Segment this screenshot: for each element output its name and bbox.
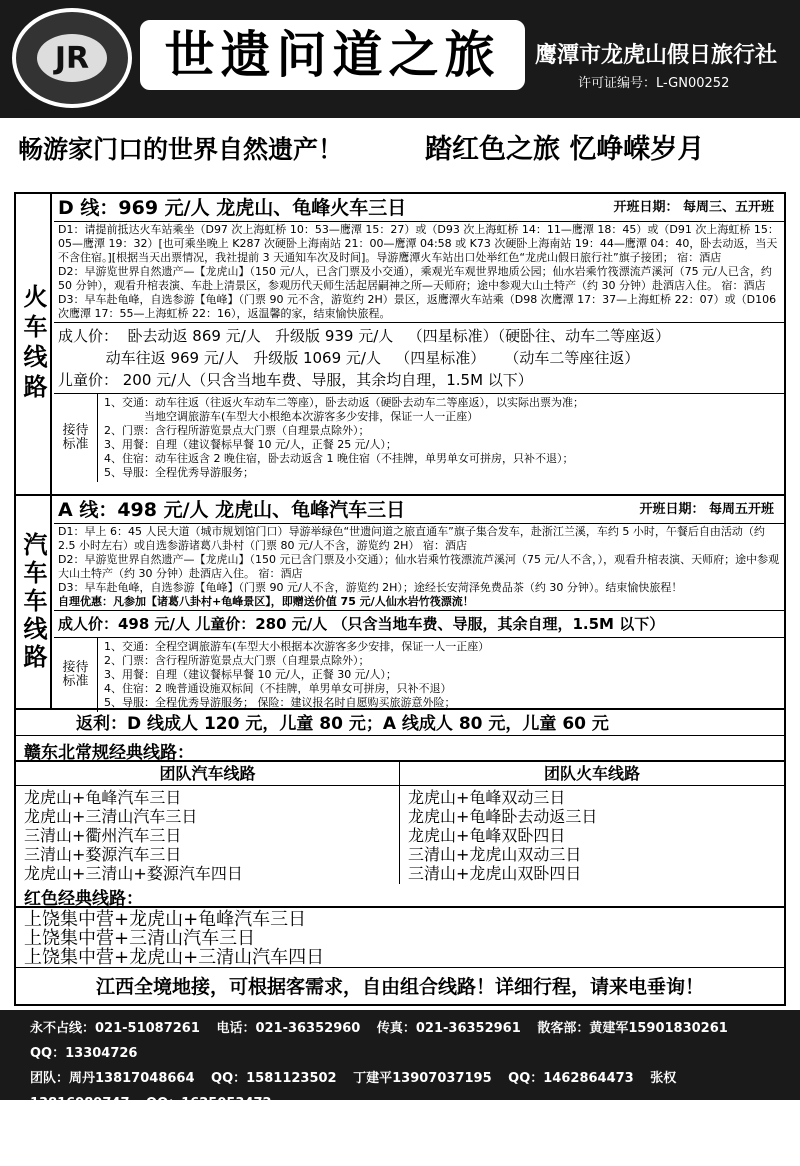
itinerary-day: D2：早游览世界自然遗产—【龙虎山】（150 元已含门票及小交通）；仙水岩乘竹筏漂流芦溪河（75 元/人不含，），观看升棺表演、天师府；途中参观大山土特产（约 30 分钟）赴酒店入住。 宿：酒店 bbox=[58, 553, 780, 580]
route-item: 三清山+龙虎山双卧四日 bbox=[408, 864, 582, 883]
train-price-3: 儿童价： 200 元/人（只含当地车费、导服，其余均自理，1.5M 以下） bbox=[58, 371, 533, 389]
contact-item: 永不占线：021-51087261 bbox=[30, 1021, 200, 1036]
std-item: 当地空调旅游车(车型大小根绝本次游客多少安排，保证一人一正座） bbox=[144, 410, 479, 423]
contact-item: QQ：1581123502 bbox=[211, 1071, 337, 1086]
bus-side-label bbox=[16, 496, 52, 708]
license-number: 许可证编号：L-GN00252 bbox=[578, 76, 730, 91]
bus-prices bbox=[54, 611, 784, 638]
itinerary-day: D1：请提前抵达火车站乘坐（D97 次上海虹桥 10：53—鹰潭 15：27）或（D93 次上海虹桥 14：11—鹰潭 18：45）或（D91 次上海虹桥 15：05—鹰潭 19：32）[也可乘坐晚上 K287 次硬卧上海南站 21：00—鹰潭 04:58 或 K73 次硬卧上海南站 19：44—鹰潭 04：40，卧去动返，当天不含住宿。][根据当天出票情况，我社提前 3 天通知车次及时间]。导游鹰潭火车站出口处举红色“龙虎山假日旅行社”旗子接团； 宿：酒店 bbox=[58, 223, 779, 264]
bus-routes-list bbox=[16, 786, 399, 885]
company-logo bbox=[12, 8, 132, 108]
rebate-line: 返利：D 线成人 120 元，儿童 80 元；A 线成人 80 元，儿童 60 元 bbox=[16, 708, 784, 736]
classic-title: 赣东北常规经典线路： bbox=[24, 743, 194, 763]
contact-item: QQ：1625053472 bbox=[146, 1096, 272, 1111]
std-item: 3、用餐：自理（建议餐标早餐 10 元/人，正餐 25 元/人）； bbox=[104, 438, 397, 451]
bus-side-text: 汽车车线路 bbox=[19, 532, 47, 672]
route-item: 上饶集中营+龙虎山+三清山汽车四日 bbox=[24, 947, 325, 968]
train-routes-head: 团队火车线路 bbox=[400, 762, 784, 786]
contact-item: 传真：021-36352961 bbox=[376, 1021, 521, 1036]
contact-item: QQ：1462864473 bbox=[508, 1071, 634, 1086]
std-item: 4、住宿：动车往返含 2 晚住宿，卧去动返含 1 晚住宿（不挂牌，单男单女可拼房，只补不退）； bbox=[104, 452, 574, 465]
route-item: 龙虎山+龟峰双卧四日 bbox=[408, 826, 566, 845]
content-frame bbox=[14, 192, 786, 1006]
bus-std-label: 接待标准 bbox=[54, 638, 98, 712]
train-line-title bbox=[54, 194, 784, 222]
train-section bbox=[16, 194, 784, 494]
red-routes bbox=[16, 906, 784, 968]
route-item: 上饶集中营+三清山汽车三日 bbox=[24, 928, 256, 949]
route-item: 龙虎山+三清山+婺源汽车四日 bbox=[24, 864, 243, 883]
footer-row-1 bbox=[30, 1016, 770, 1066]
train-prices bbox=[54, 323, 784, 394]
itinerary-day: D1：早上 6：45 人民大道（城市规划馆门口）导游举绿色“世遗问道之旅直通车”旗子集合发车，赴浙江兰溪，车约 5 小时，午餐后自由活动（约 2.5 小时左右）或自选参游诸葛八卦村（门票 80 元/人不含，游览约 2H） 宿：酒店 bbox=[58, 525, 765, 552]
footer-row-2 bbox=[30, 1066, 770, 1116]
std-item: 2、门票：含行程所游览景点大门票（自理景点除外）； bbox=[104, 654, 370, 667]
std-item: 4、住宿：2 晚普通设施双标间（不挂牌，单男单女可拼房，只补不退） bbox=[104, 682, 452, 695]
route-item: 龙虎山+三清山汽车三日 bbox=[24, 807, 198, 826]
route-item: 龙虎山+龟峰双动三日 bbox=[408, 788, 566, 807]
train-routes-col bbox=[400, 762, 784, 884]
std-item: 1、交通：全程空调旅游车(车型大小根据本次游客多少安排，保证一人一正座） bbox=[104, 640, 490, 653]
bus-content bbox=[54, 496, 784, 708]
route-item: 上饶集中营+龙虎山+龟峰汽车三日 bbox=[24, 909, 307, 930]
route-item: 龙虎山+龟峰卧去动返三日 bbox=[408, 807, 598, 826]
train-itinerary bbox=[54, 222, 784, 323]
route-item: 龙虎山+龟峰汽车三日 bbox=[24, 788, 182, 807]
itinerary-day: D3：早车赴龟峰，自选参游【龟峰】（门票 90 元/人不含，游览约 2H）；途经长安菏泽免费品茶（约 30 分钟）。结束愉快旅程！ bbox=[58, 581, 683, 594]
std-item: 1、交通：动车往返（往返火车动车二等座），卧去动返（硬卧去动车二等座返），以实际出票为准； bbox=[104, 396, 584, 409]
company-name: 鹰潭市龙虎山假日旅行社 bbox=[535, 42, 778, 68]
bus-routes-col bbox=[16, 762, 400, 884]
route-item: 三清山+龙虎山双动三日 bbox=[408, 845, 582, 864]
std-item: 5、导服：全程优秀导游服务； bbox=[104, 466, 254, 479]
slogan-right: 踏红色之旅 忆峥嵘岁月 bbox=[425, 134, 705, 165]
footer-row-3 bbox=[30, 1116, 770, 1166]
route-item: 三清山+衢州汽车三日 bbox=[24, 826, 182, 845]
contact-item: 团队：周丹13817048664 bbox=[30, 1071, 195, 1086]
contact-item: 总经理：黄天平13907017656 bbox=[30, 1121, 221, 1136]
contact-item: 散客部：黄建军15901830261 bbox=[537, 1021, 728, 1036]
train-schedule: 开班日期： 每周三、五开班 bbox=[613, 200, 774, 215]
bus-price: 成人价：498 元/人 儿童价：280 元/人 （只含当地车费、导服，其余自理，1.5M 以下） bbox=[58, 615, 665, 633]
bus-std-body bbox=[98, 638, 784, 712]
logo-mark: JR bbox=[37, 34, 107, 82]
train-std-label: 接待标准 bbox=[54, 394, 98, 482]
train-standards bbox=[54, 394, 784, 482]
contact-item: 电话：021-36352960 bbox=[216, 1021, 361, 1036]
train-content bbox=[54, 194, 784, 494]
classic-routes bbox=[16, 760, 784, 882]
itinerary-day: D2：早游览世界自然遗产—【龙虎山】（150 元/人，已含门票及小交通），乘观光车观世界地质公园；仙水岩乘竹筏漂流芦溪河（75 元/人已含，约 50 分钟），观看升棺表演、车赴上清景区，参观历代天师生活起居嗣神之所—天师府；途中参观大山土特产（约 30 分钟）赴酒店入住。 宿：酒店 bbox=[58, 265, 772, 292]
logo-ring-text: JINTIGER AND DRAGON · 龙虎山假日 bbox=[18, 110, 36, 111]
train-side-text: 火车线路 bbox=[19, 284, 47, 404]
route-item: 三清山+婺源汽车三日 bbox=[24, 845, 182, 864]
contact-item: QQ：13304726 bbox=[30, 1046, 138, 1061]
std-item: 2、门票：含行程所游览景点大门票（自理景点除外）； bbox=[104, 424, 370, 437]
train-routes-list bbox=[400, 786, 784, 885]
train-title-text: D 线：969 元/人 龙虎山、龟峰火车三日 bbox=[58, 197, 407, 219]
train-side-label bbox=[16, 194, 52, 494]
std-item: 3、用餐：自理（建议餐标早餐 10 元/人，正餐 30 元/人）； bbox=[104, 668, 397, 681]
header-banner bbox=[0, 0, 800, 118]
red-title: 红色经典线路： bbox=[24, 889, 143, 909]
std-item: 5、导服：全程优秀导游服务； 保险：建议报名时自愿购买旅游意外险； bbox=[104, 696, 456, 709]
train-std-body bbox=[98, 394, 784, 482]
bus-itinerary bbox=[54, 524, 784, 611]
contact-item: 联系电话：0701-6272971 7020069 bbox=[237, 1121, 475, 1136]
contact-item: 张权13816989747 bbox=[30, 1071, 677, 1111]
contact-item: 质量监督电话：18607016801 bbox=[30, 1121, 743, 1161]
train-price-1: 成人价： 卧去动返 869 元/人 升级版 939 元/人 （四星标准）（硬卧往、动车二等座返） bbox=[58, 327, 671, 345]
bus-standards bbox=[54, 638, 784, 712]
contact-footer bbox=[0, 1010, 800, 1161]
bus-schedule: 开班日期： 每周五开班 bbox=[639, 502, 774, 517]
itinerary-day: D3：早车赴龟峰，自选参游【龟峰】（门票 90 元不含，游览约 2H）景区，返鹰潭火车站乘（D98 次鹰潭 17：37—上海虹桥 22：07）或（D106 次鹰潭 17：55—上海虹桥 22：16），返温馨的家，结束愉快旅程。 bbox=[58, 293, 777, 320]
bus-section bbox=[16, 494, 784, 708]
bus-routes-head: 团队汽车线路 bbox=[16, 762, 399, 786]
train-price-2: 动车往返 969 元/人 升级版 1069 元/人 （四星标准） （动车二等座往返） bbox=[58, 349, 640, 367]
bottom-note: 江西全境地接，可根据客需求，自由组合线路！详细行程，请来电垂询！ bbox=[95, 976, 704, 998]
slogan-left: 畅游家门口的世界自然遗产！ bbox=[18, 135, 344, 164]
contact-item: 丁建平13907037195 bbox=[353, 1071, 492, 1086]
main-title: 世遗问道之旅 bbox=[140, 20, 525, 90]
itinerary-offer: 自理优惠：凡参加【诸葛八卦村+龟峰景区】，即赠送价值 75 元/人仙水岩竹筏漂流！ bbox=[58, 595, 474, 608]
bus-title-text: A 线：498 元/人 龙虎山、龟峰汽车三日 bbox=[58, 499, 406, 521]
contact-item: 传真：0701-7039567 bbox=[491, 1121, 636, 1136]
bus-line-title bbox=[54, 496, 784, 524]
